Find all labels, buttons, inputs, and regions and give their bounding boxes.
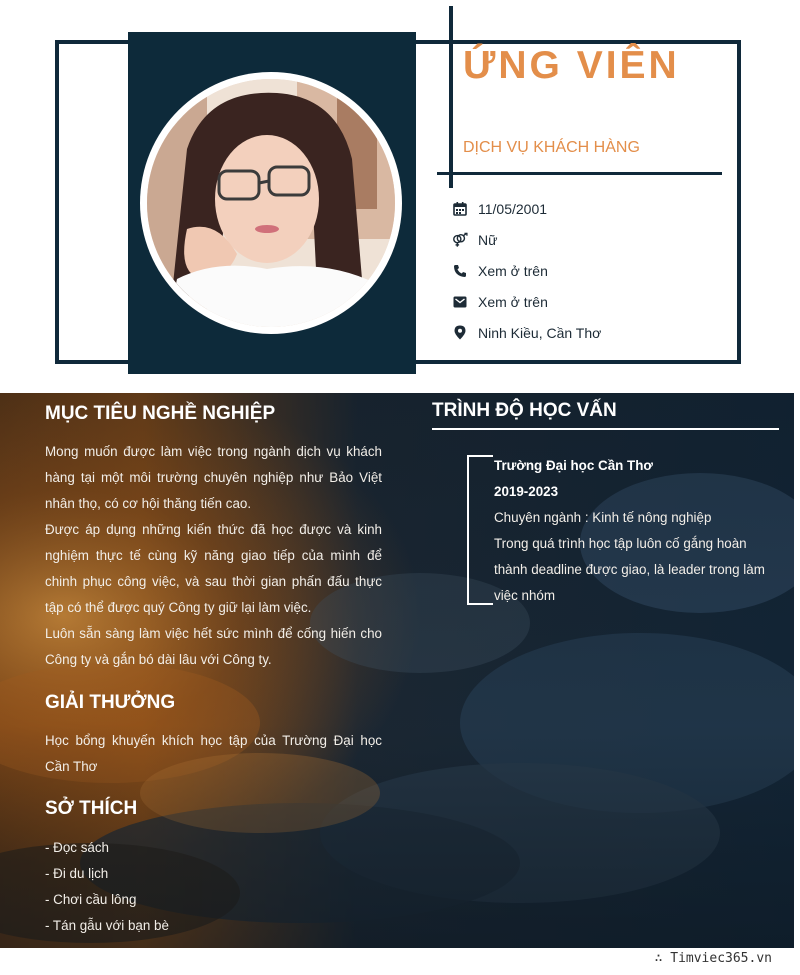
- hobby-item: - Đi du lịch: [45, 866, 109, 881]
- contact-email: [452, 286, 712, 317]
- objective-paragraph-2: Được áp dụng những kiến thức đã học được và kinh nghiệm thực tế cùng kỹ năng giao tiếp của mình để chinh phục công việc, và sau thời gian phấn đấu thực tập có thể được quý Công ty giữ lại làm việc.: [45, 522, 382, 615]
- study-years: 2019-2023: [494, 484, 559, 499]
- watermark: ∴ Timviec365.vn: [654, 951, 772, 966]
- education-entry: [494, 453, 778, 609]
- education-title: TRÌNH ĐỘ HỌC VẤN: [432, 400, 617, 421]
- calendar-icon: [452, 201, 468, 217]
- accent-vertical-line: [449, 6, 453, 188]
- education-divider: [432, 428, 779, 430]
- hobbies-title: SỞ THÍCH: [45, 798, 138, 819]
- school-name: Trường Đại học Cần Thơ: [494, 458, 653, 473]
- email-value: Xem ở trên: [478, 293, 548, 310]
- education-description: Trong quá trình học tập luôn cố gắng hoàn thành deadline được giao, là leader trong làm việc nhóm: [494, 536, 765, 603]
- phone-icon: [452, 263, 468, 279]
- objective-text: [45, 439, 382, 673]
- timeline-tick: [467, 603, 493, 605]
- location-icon: [452, 325, 468, 341]
- birthday-value: 11/05/2001: [478, 200, 548, 217]
- hobby-item: - Tán gẫu với bạn bè: [45, 918, 169, 933]
- objective-paragraph-1: Mong muốn được làm việc trong ngành dịch vụ khách hàng tại một môi trường chuyên nghiệp như Bảo Việt nhân thọ, có cơ hội thăng tiến cao.: [45, 444, 382, 511]
- hobby-item: - Chơi cầu lông: [45, 892, 137, 907]
- address-value: Ninh Kiều, Cần Thơ: [478, 324, 602, 341]
- awards-text: Học bổng khuyến khích học tập của Trường Đại học Cần Thơ: [45, 733, 382, 774]
- hobbies-list: [45, 835, 169, 939]
- main-content: [0, 393, 794, 948]
- contact-phone: [452, 255, 712, 286]
- objective-paragraph-3: Luôn sẵn sàng làm việc hết sức mình để cống hiến cho Công ty và gắn bó dài lâu với Công ty.: [45, 626, 382, 667]
- gender-value: Nữ: [478, 231, 498, 248]
- gender-icon: [452, 232, 468, 248]
- accent-horizontal-line: [437, 172, 722, 175]
- contact-list: [452, 193, 712, 348]
- education-timeline-bar: [467, 455, 469, 605]
- phone-value: Xem ở trên: [478, 262, 548, 279]
- objective-title: MỤC TIÊU NGHỀ NGHIỆP: [45, 403, 276, 424]
- candidate-name: ỨNG VIÊN: [463, 44, 680, 87]
- hobby-item: - Đọc sách: [45, 840, 109, 855]
- major: Chuyên ngành : Kinh tế nông nghiệp: [494, 510, 712, 525]
- job-position: DỊCH VỤ KHÁCH HÀNG: [463, 139, 640, 156]
- contact-birthday: [452, 193, 712, 224]
- awards-title: GIẢI THƯỞNG: [45, 692, 176, 713]
- timeline-tick: [467, 455, 493, 457]
- contact-address: [452, 317, 712, 348]
- contact-gender: [452, 224, 712, 255]
- email-icon: [452, 294, 468, 310]
- avatar-photo: [147, 79, 395, 327]
